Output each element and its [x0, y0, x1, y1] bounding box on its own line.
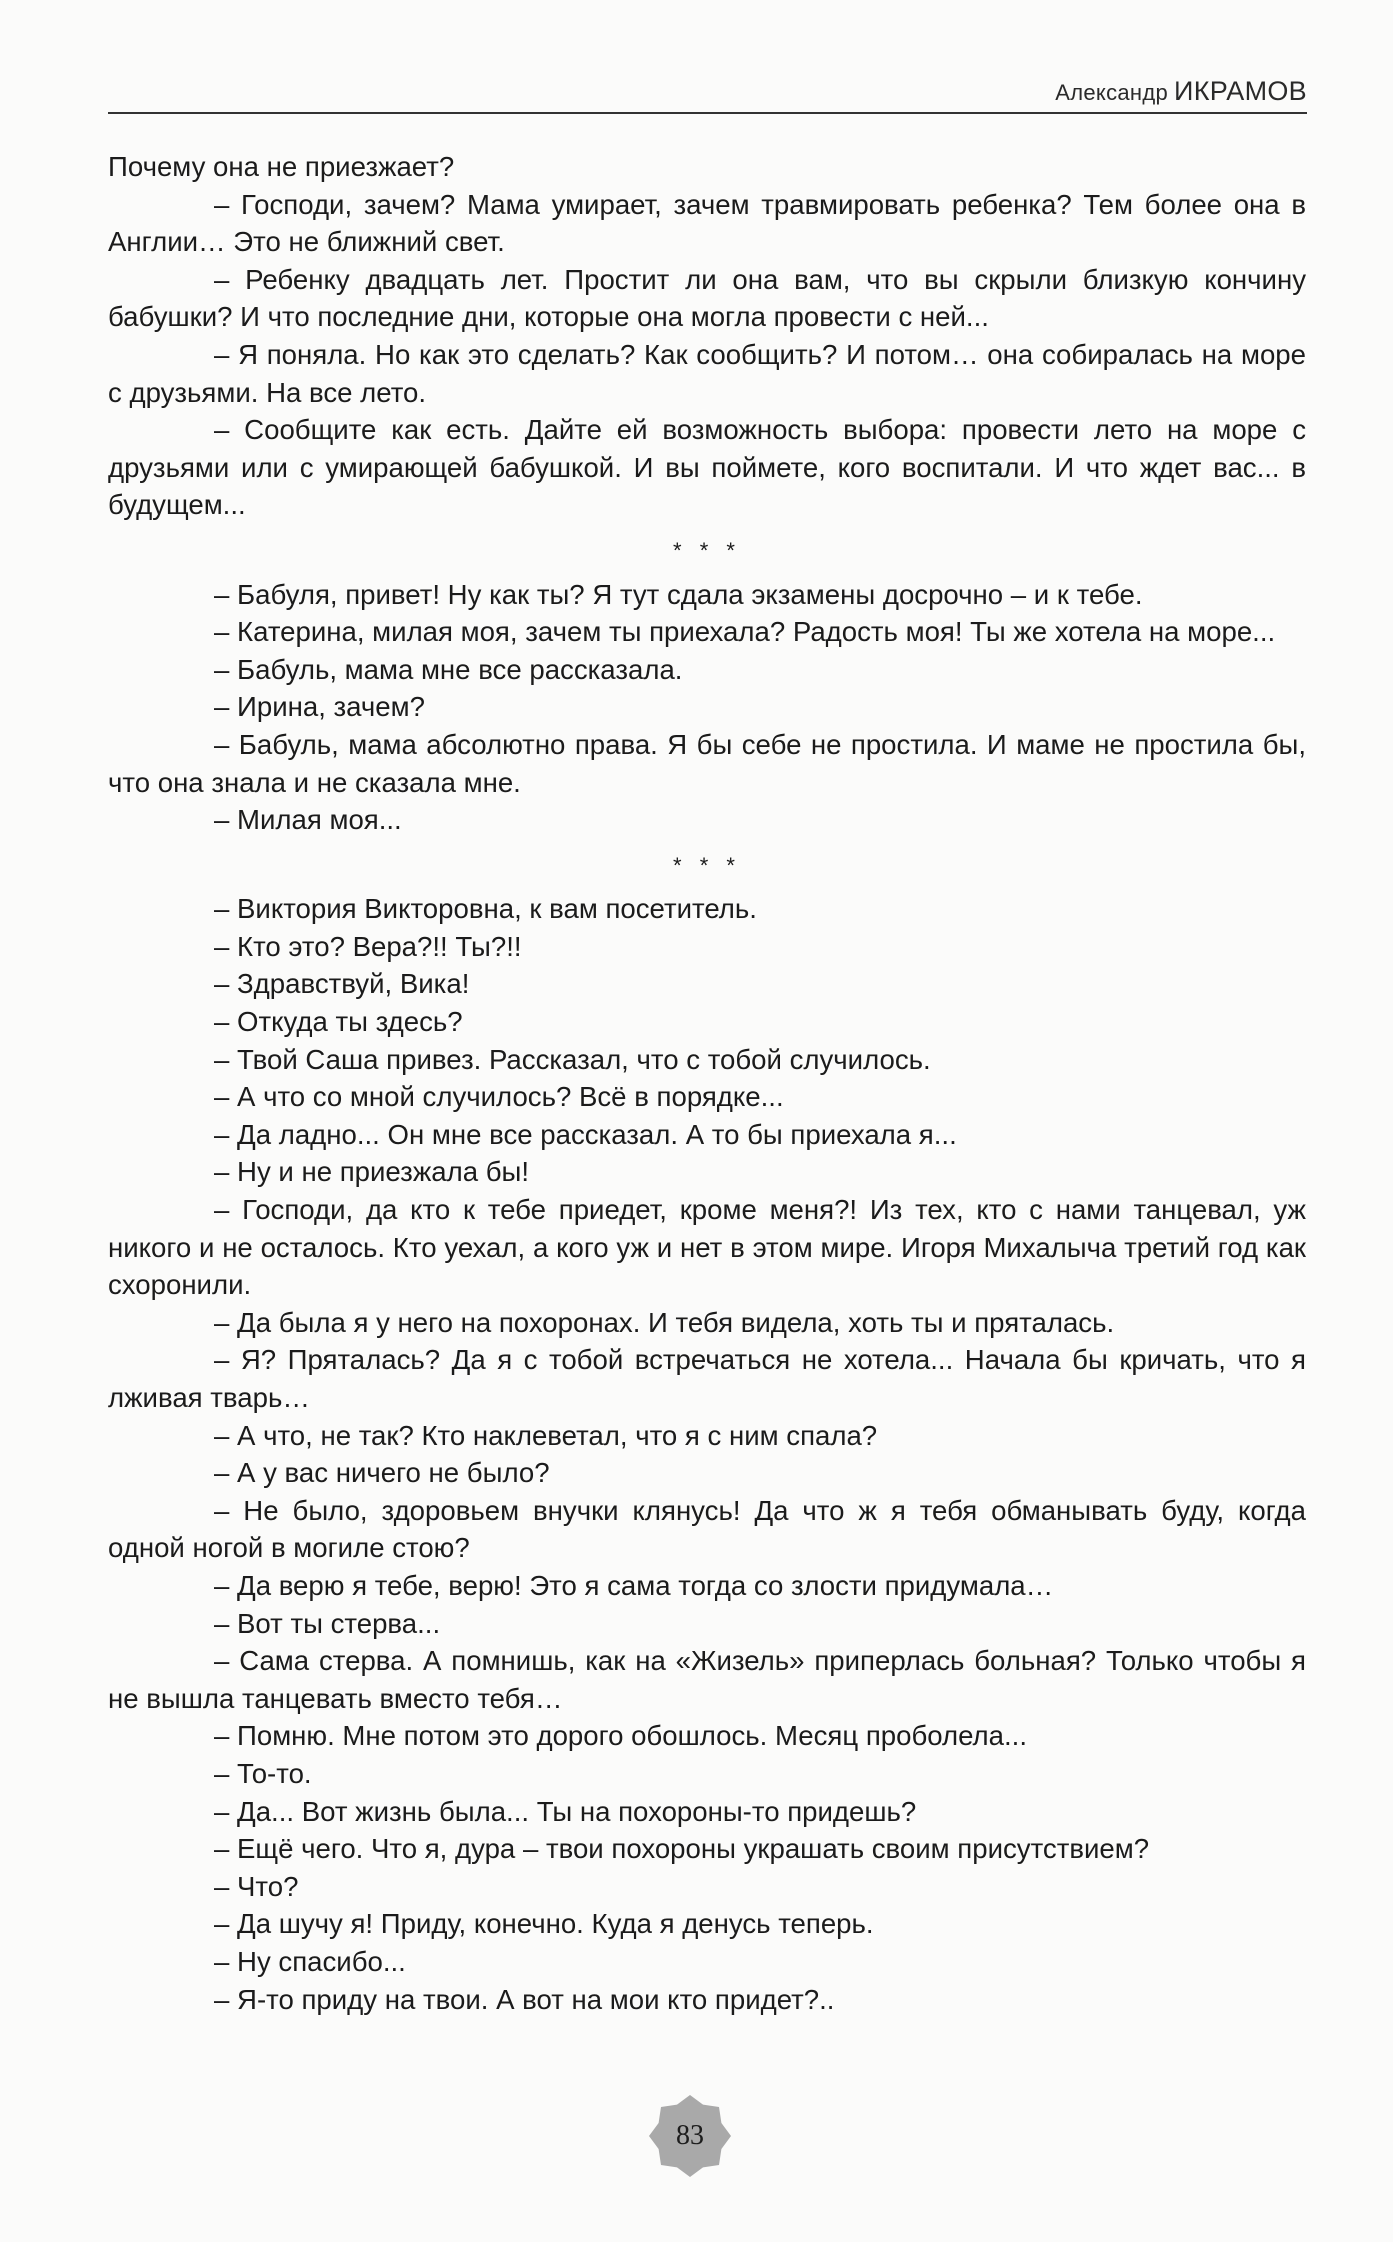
paragraph: – Да шучу я! Приду, конечно. Куда я денусь теперь. [214, 1908, 874, 1940]
paragraph: – Ну и не приезжала бы! [214, 1156, 530, 1188]
paragraph: – Твой Саша привез. Рассказал, что с тобой случилось. [214, 1043, 931, 1075]
author-name [1055, 76, 1307, 107]
paragraph: – То-то. [214, 1757, 312, 1789]
body-text [108, 148, 1306, 2018]
paragraph: – Да верю я тебе, верю! Это я сама тогда со злости придумала… [214, 1569, 1054, 1601]
author-first-name: Александр [1055, 80, 1169, 105]
paragraph: – Виктория Викторовна, к вам посетитель. [214, 893, 757, 925]
paragraph: – Я поняла. Но как это сделать? Как сообщить? И потом… она собиралась на море с друзьями. На все лето. [108, 338, 1306, 408]
section-separator: * * * [673, 537, 741, 563]
paragraph: – Сообщите как есть. Дайте ей возможность выбора: провести лето на море с друзьями или с умирающей бабушкой. И вы поймете, кого воспитали. И что ждет вас... в будущем... [108, 414, 1306, 521]
paragraph: – Бабуля, привет! Ну как ты? Я тут сдала экзамены досрочно – и к тебе. [214, 578, 1143, 610]
paragraph: – А что, не так? Кто наклеветал, что я с ним спала? [214, 1419, 878, 1451]
running-header [108, 72, 1307, 114]
paragraph: – Бабуль, мама мне все рассказала. [214, 653, 683, 685]
paragraph: – А у вас ничего не было? [214, 1457, 550, 1489]
paragraph: – Ребенку двадцать лет. Простит ли она вам, что вы скрыли близкую кончину бабушки? И что последние дни, которые она могла провести с ней... [108, 263, 1306, 333]
page-number-badge [648, 2094, 732, 2178]
paragraph: – Да была я у него на похоронах. И тебя видела, хоть ты и пряталась. [214, 1306, 1115, 1338]
paragraph: – Здравствуй, Вика! [214, 968, 470, 1000]
paragraph: – Ну спасибо... [214, 1945, 406, 1977]
paragraph: – Да... Вот жизнь была... Ты на похороны-то придешь? [214, 1795, 917, 1827]
paragraph: – Бабуль, мама абсолютно права. Я бы себе не простила. И маме не простила бы, что она знала и не сказала мне. [108, 728, 1306, 798]
paragraph: – Кто это? Вера?!! Ты?!! [214, 930, 522, 962]
paragraph: – А что со мной случилось? Всё в порядке... [214, 1081, 784, 1113]
page-number: 83 [676, 2120, 704, 2151]
paragraph: – Помню. Мне потом это дорого обошлось. Месяц проболела... [214, 1720, 1027, 1752]
author-last-name: ИКРАМОВ [1174, 76, 1307, 106]
paragraph: – Милая моя... [214, 804, 402, 836]
paragraph: – Ирина, зачем? [214, 691, 425, 723]
paragraph: – Откуда ты здесь? [214, 1006, 463, 1038]
paragraph: – Господи, да кто к тебе приедет, кроме меня?! Из тех, кто с нами танцевал, уж никого и не осталось. Кто уехал, а кого уж и нет в этом мире. Игоря Михалыча третий год как схоронили. [108, 1194, 1306, 1301]
paragraph: – Катерина, милая моя, зачем ты приехала? Радость моя! Ты же хотела на море... [214, 616, 1276, 648]
paragraph: – Что? [214, 1870, 299, 1902]
paragraph: – Не было, здоровьем внучки клянусь! Да что ж я тебя обманывать буду, когда одной ногой в могиле стою? [108, 1494, 1306, 1564]
paragraph: – Да ладно... Он мне все рассказал. А то бы приехала я... [214, 1118, 957, 1150]
paragraph: – Я? Пряталась? Да я с тобой встречаться не хотела... Начала бы кричать, что я лживая тварь… [108, 1344, 1306, 1413]
paragraph: – Я-то приду на твои. А вот на мои кто придет?.. [214, 1983, 835, 2015]
paragraph: – Сама стерва. А помнишь, как на «Жизель» приперлась больная? Только чтобы я не вышла танцевать вместо тебя… [108, 1645, 1306, 1714]
paragraph: – Вот ты стерва... [214, 1607, 441, 1639]
section-separator: * * * [673, 852, 741, 878]
paragraph: – Ещё чего. Что я, дура – твои похороны украшать своим присутствием? [214, 1833, 1150, 1865]
paragraph: – Господи, зачем? Мама умирает, зачем травмировать ребенка? Тем более она в Англии… Это не ближний свет. [108, 188, 1306, 258]
paragraph: Почему она не приезжает? [108, 151, 455, 182]
